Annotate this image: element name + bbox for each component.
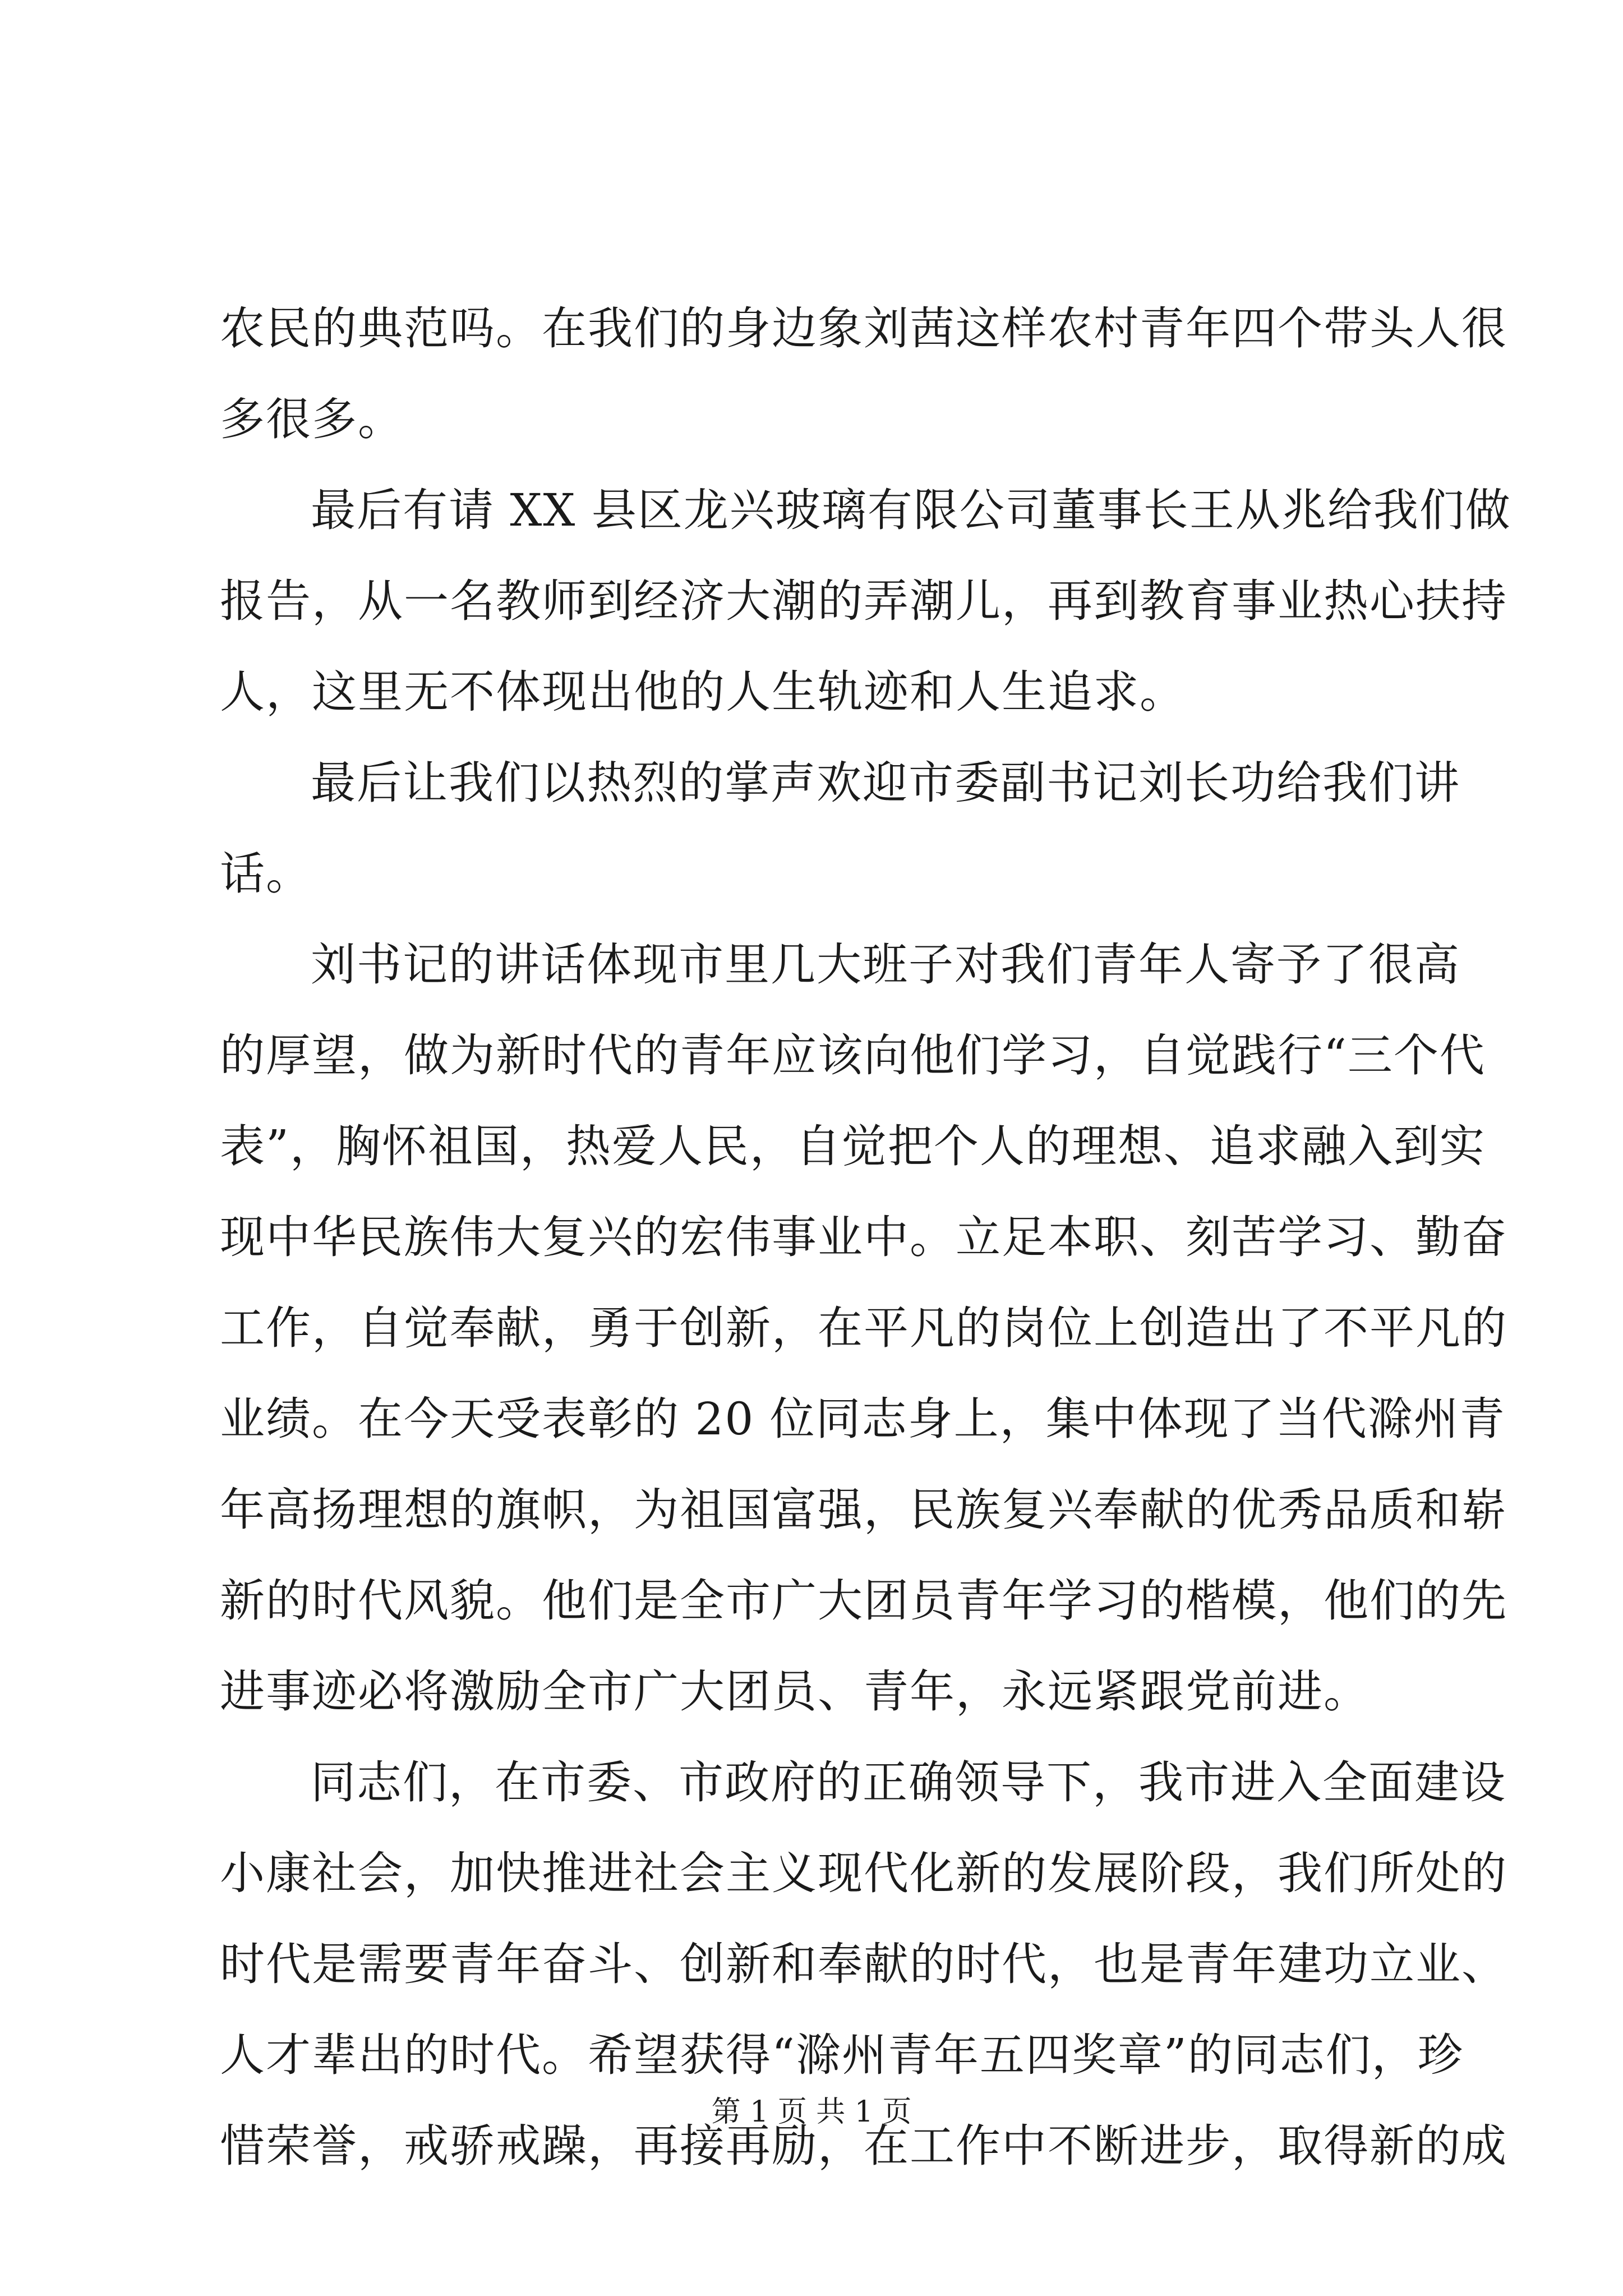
text-line: 惜荣誉，戒骄戒躁，再接再励，在工作中不断进步，取得新的成: [220, 2120, 1507, 2172]
text-line: 话。: [220, 848, 312, 900]
paragraph-start-line: 最后有请 XX 县区龙兴玻璃有限公司董事长王从兆给我们做: [311, 484, 1511, 536]
paragraph-start-line: 最后让我们以热烈的掌声欢迎市委副书记刘长功给我们讲: [311, 757, 1460, 809]
text-line: 人才辈出的时代。希望获得“滁州青年五四奖章”的同志们，珍: [220, 2029, 1464, 2081]
text-line: 小康社会，加快推进社会主义现代化新的发展阶段，我们所处的: [220, 1847, 1507, 1899]
text-line: 表”，胸怀祖国，热爱人民，自觉把个人的理想、追求融入到实: [220, 1120, 1486, 1172]
text-line: 人，这里无不体现出他的人生轨迹和人生追求。: [220, 666, 1186, 718]
paragraph-start-line: 刘书记的讲话体现市里几大班子对我们青年人寄予了很高: [311, 938, 1460, 991]
page-number-footer: 第 1 页 共 1 页: [711, 2095, 912, 2129]
paragraph-start-line: 同志们，在市委、市政府的正确领导下，我市进入全面建设: [311, 1756, 1506, 1809]
text-line: 进事迹必将激励全市广大团员、青年，永远紧跟党前进。: [220, 1665, 1370, 1718]
text-line: 新的时代风貌。他们是全市广大团员青年学习的楷模，他们的先: [220, 1575, 1507, 1627]
text-line: 年高扬理想的旗帜，为祖国富强，民族复兴奉献的优秀品质和崭: [220, 1484, 1507, 1536]
text-line: 业绩。在今天受表彰的 20 位同志身上，集中体现了当代滁州青: [220, 1393, 1506, 1445]
text-line: 现中华民族伟大复兴的宏伟事业中。立足本职、刻苦学习、勤奋: [220, 1211, 1507, 1263]
text-line: 多很多。: [220, 393, 404, 445]
text-line: 农民的典范吗。在我们的身边象刘茜这样农村青年四个带头人很: [220, 302, 1507, 355]
document-body: [220, 283, 1511, 2192]
text-line: 报告，从一名教师到经济大潮的弄潮儿，再到教育事业热心扶持: [220, 575, 1507, 627]
text-line: 工作，自觉奉献，勇于创新，在平凡的岗位上创造出了不平凡的: [220, 1302, 1507, 1354]
text-line: 时代是需要青年奋斗、创新和奉献的时代，也是青年建功立业、: [220, 1938, 1507, 1990]
text-line: 的厚望，做为新时代的青年应该向他们学习，自觉践行“三个代: [220, 1029, 1486, 1082]
